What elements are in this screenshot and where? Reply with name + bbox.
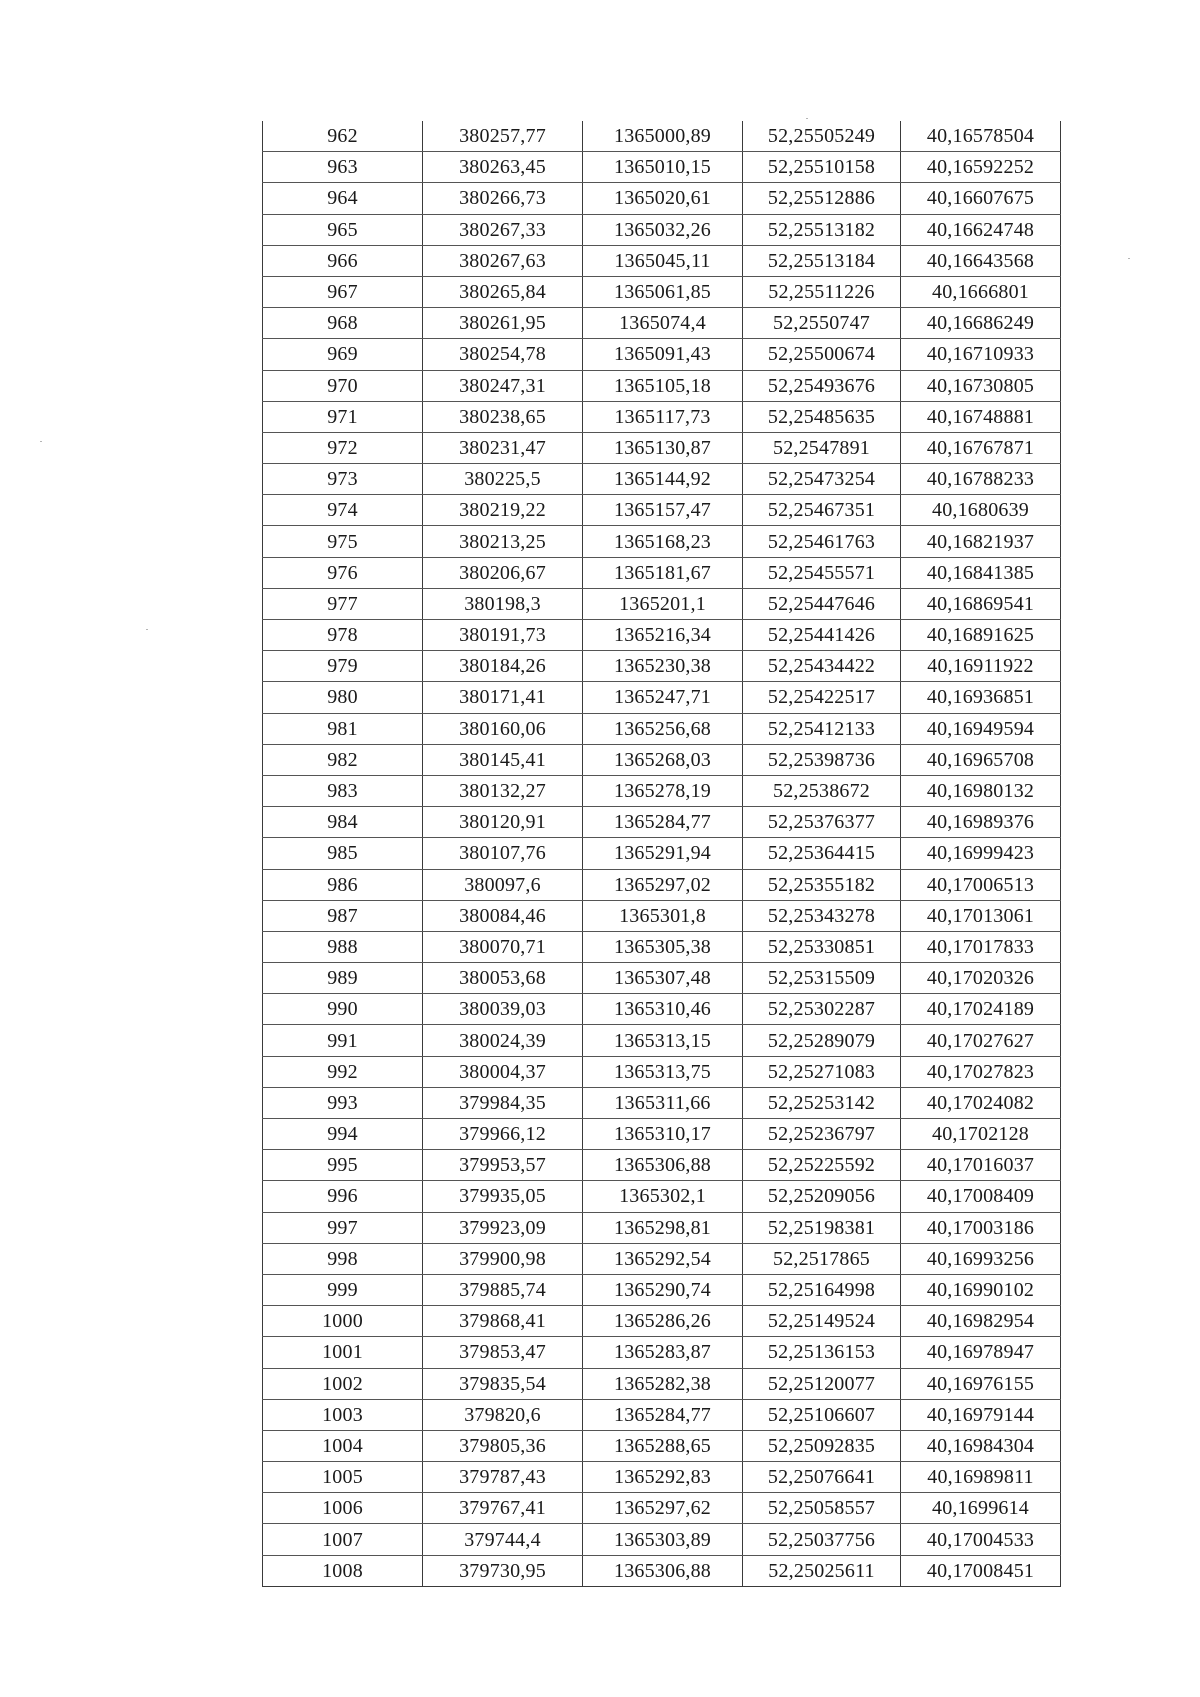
point-number-cell: 997 (263, 1212, 423, 1243)
point-number-cell: 1007 (263, 1524, 423, 1555)
point-number-cell: 969 (263, 339, 423, 370)
latitude-cell: 52,25505249 (743, 121, 901, 152)
x-coordinate-cell: 379805,36 (423, 1430, 583, 1461)
x-coordinate-cell: 380198,3 (423, 588, 583, 619)
x-coordinate-cell: 379820,6 (423, 1399, 583, 1430)
table-row (263, 214, 1061, 245)
latitude-cell: 52,25513184 (743, 245, 901, 276)
point-number-cell: 984 (263, 807, 423, 838)
x-coordinate-cell: 380120,91 (423, 807, 583, 838)
y-coordinate-cell: 1365045,11 (583, 245, 743, 276)
point-number-cell: 980 (263, 682, 423, 713)
y-coordinate-cell: 1365313,75 (583, 1056, 743, 1087)
scan-speck (806, 118, 808, 119)
table-row (263, 775, 1061, 806)
latitude-cell: 52,25225592 (743, 1150, 901, 1181)
table-row (263, 744, 1061, 775)
latitude-cell: 52,25198381 (743, 1212, 901, 1243)
latitude-cell: 52,25500674 (743, 339, 901, 370)
longitude-cell: 40,17004533 (901, 1524, 1061, 1555)
y-coordinate-cell: 1365291,94 (583, 838, 743, 869)
latitude-cell: 52,25510158 (743, 152, 901, 183)
x-coordinate-cell: 380213,25 (423, 526, 583, 557)
latitude-cell: 52,25330851 (743, 931, 901, 962)
y-coordinate-cell: 1365306,88 (583, 1150, 743, 1181)
longitude-cell: 40,16980132 (901, 775, 1061, 806)
table-row (263, 1025, 1061, 1056)
latitude-cell: 52,25037756 (743, 1524, 901, 1555)
x-coordinate-cell: 379923,09 (423, 1212, 583, 1243)
longitude-cell: 40,16990102 (901, 1274, 1061, 1305)
point-number-cell: 978 (263, 620, 423, 651)
latitude-cell: 52,25302287 (743, 994, 901, 1025)
point-number-cell: 967 (263, 276, 423, 307)
table-row (263, 245, 1061, 276)
table-row (263, 588, 1061, 619)
x-coordinate-cell: 380267,63 (423, 245, 583, 276)
point-number-cell: 986 (263, 869, 423, 900)
longitude-cell: 40,1699614 (901, 1493, 1061, 1524)
point-number-cell: 991 (263, 1025, 423, 1056)
y-coordinate-cell: 1365284,77 (583, 1399, 743, 1430)
longitude-cell: 40,16607675 (901, 183, 1061, 214)
longitude-cell: 40,17027627 (901, 1025, 1061, 1056)
table-row (263, 557, 1061, 588)
y-coordinate-cell: 1365230,38 (583, 651, 743, 682)
y-coordinate-cell: 1365282,38 (583, 1368, 743, 1399)
longitude-cell: 40,16949594 (901, 713, 1061, 744)
x-coordinate-cell: 380265,84 (423, 276, 583, 307)
latitude-cell: 52,25412133 (743, 713, 901, 744)
x-coordinate-cell: 380219,22 (423, 495, 583, 526)
table-row (263, 807, 1061, 838)
latitude-cell: 52,25106607 (743, 1399, 901, 1430)
point-number-cell: 989 (263, 963, 423, 994)
x-coordinate-cell: 379935,05 (423, 1181, 583, 1212)
latitude-cell: 52,25398736 (743, 744, 901, 775)
latitude-cell: 52,25376377 (743, 807, 901, 838)
x-coordinate-cell: 379966,12 (423, 1119, 583, 1150)
longitude-cell: 40,16978947 (901, 1337, 1061, 1368)
point-number-cell: 992 (263, 1056, 423, 1087)
y-coordinate-cell: 1365168,23 (583, 526, 743, 557)
y-coordinate-cell: 1365310,46 (583, 994, 743, 1025)
point-number-cell: 1001 (263, 1337, 423, 1368)
longitude-cell: 40,16965708 (901, 744, 1061, 775)
point-number-cell: 963 (263, 152, 423, 183)
y-coordinate-cell: 1365256,68 (583, 713, 743, 744)
y-coordinate-cell: 1365305,38 (583, 931, 743, 962)
latitude-cell: 52,25253142 (743, 1087, 901, 1118)
latitude-cell: 52,2517865 (743, 1243, 901, 1274)
coordinates-table-body (263, 121, 1061, 1586)
latitude-cell: 52,2538672 (743, 775, 901, 806)
longitude-cell: 40,17008409 (901, 1181, 1061, 1212)
table-row (263, 1243, 1061, 1274)
point-number-cell: 976 (263, 557, 423, 588)
point-number-cell: 977 (263, 588, 423, 619)
point-number-cell: 966 (263, 245, 423, 276)
y-coordinate-cell: 1365144,92 (583, 464, 743, 495)
point-number-cell: 998 (263, 1243, 423, 1274)
point-number-cell: 982 (263, 744, 423, 775)
scan-speck (40, 441, 42, 442)
latitude-cell: 52,25149524 (743, 1306, 901, 1337)
x-coordinate-cell: 380184,26 (423, 651, 583, 682)
longitude-cell: 40,16999423 (901, 838, 1061, 869)
y-coordinate-cell: 1365000,89 (583, 121, 743, 152)
point-number-cell: 1003 (263, 1399, 423, 1430)
table-row (263, 963, 1061, 994)
longitude-cell: 40,16730805 (901, 370, 1061, 401)
x-coordinate-cell: 379835,54 (423, 1368, 583, 1399)
table-row (263, 838, 1061, 869)
longitude-cell: 40,16841385 (901, 557, 1061, 588)
table-row (263, 620, 1061, 651)
y-coordinate-cell: 1365032,26 (583, 214, 743, 245)
table-row (263, 1181, 1061, 1212)
latitude-cell: 52,25315509 (743, 963, 901, 994)
table-row (263, 1274, 1061, 1305)
latitude-cell: 52,25485635 (743, 401, 901, 432)
table-row (263, 401, 1061, 432)
table-row (263, 682, 1061, 713)
point-number-cell: 993 (263, 1087, 423, 1118)
latitude-cell: 52,25441426 (743, 620, 901, 651)
table-row (263, 183, 1061, 214)
latitude-cell: 52,25076641 (743, 1462, 901, 1493)
point-number-cell: 999 (263, 1274, 423, 1305)
y-coordinate-cell: 1365292,54 (583, 1243, 743, 1274)
y-coordinate-cell: 1365288,65 (583, 1430, 743, 1461)
table-row (263, 1212, 1061, 1243)
longitude-cell: 40,16993256 (901, 1243, 1061, 1274)
point-number-cell: 1006 (263, 1493, 423, 1524)
table-row (263, 432, 1061, 463)
y-coordinate-cell: 1365292,83 (583, 1462, 743, 1493)
point-number-cell: 996 (263, 1181, 423, 1212)
table-row (263, 1087, 1061, 1118)
y-coordinate-cell: 1365303,89 (583, 1524, 743, 1555)
x-coordinate-cell: 380132,27 (423, 775, 583, 806)
latitude-cell: 52,25434422 (743, 651, 901, 682)
y-coordinate-cell: 1365201,1 (583, 588, 743, 619)
latitude-cell: 52,25355182 (743, 869, 901, 900)
x-coordinate-cell: 379953,57 (423, 1150, 583, 1181)
point-number-cell: 994 (263, 1119, 423, 1150)
point-number-cell: 1008 (263, 1555, 423, 1586)
longitude-cell: 40,16869541 (901, 588, 1061, 619)
latitude-cell: 52,25473254 (743, 464, 901, 495)
longitude-cell: 40,17017833 (901, 931, 1061, 962)
table-row (263, 1430, 1061, 1461)
x-coordinate-cell: 380107,76 (423, 838, 583, 869)
x-coordinate-cell: 380206,67 (423, 557, 583, 588)
x-coordinate-cell: 380070,71 (423, 931, 583, 962)
y-coordinate-cell: 1365302,1 (583, 1181, 743, 1212)
x-coordinate-cell: 380257,77 (423, 121, 583, 152)
longitude-cell: 40,16979144 (901, 1399, 1061, 1430)
point-number-cell: 962 (263, 121, 423, 152)
latitude-cell: 52,25271083 (743, 1056, 901, 1087)
point-number-cell: 988 (263, 931, 423, 962)
y-coordinate-cell: 1365074,4 (583, 308, 743, 339)
latitude-cell: 52,25455571 (743, 557, 901, 588)
x-coordinate-cell: 380225,5 (423, 464, 583, 495)
y-coordinate-cell: 1365268,03 (583, 744, 743, 775)
point-number-cell: 1002 (263, 1368, 423, 1399)
latitude-cell: 52,25092835 (743, 1430, 901, 1461)
table-row (263, 931, 1061, 962)
x-coordinate-cell: 379984,35 (423, 1087, 583, 1118)
longitude-cell: 40,1702128 (901, 1119, 1061, 1150)
table-row (263, 869, 1061, 900)
table-row (263, 900, 1061, 931)
x-coordinate-cell: 379730,95 (423, 1555, 583, 1586)
y-coordinate-cell: 1365105,18 (583, 370, 743, 401)
table-row (263, 152, 1061, 183)
table-row (263, 994, 1061, 1025)
y-coordinate-cell: 1365297,02 (583, 869, 743, 900)
x-coordinate-cell: 380004,37 (423, 1056, 583, 1087)
table-row (263, 1368, 1061, 1399)
y-coordinate-cell: 1365283,87 (583, 1337, 743, 1368)
latitude-cell: 52,25461763 (743, 526, 901, 557)
y-coordinate-cell: 1365297,62 (583, 1493, 743, 1524)
latitude-cell: 52,25343278 (743, 900, 901, 931)
x-coordinate-cell: 380231,47 (423, 432, 583, 463)
longitude-cell: 40,17006513 (901, 869, 1061, 900)
point-number-cell: 973 (263, 464, 423, 495)
longitude-cell: 40,16578504 (901, 121, 1061, 152)
longitude-cell: 40,16976155 (901, 1368, 1061, 1399)
x-coordinate-cell: 379744,4 (423, 1524, 583, 1555)
x-coordinate-cell: 380039,03 (423, 994, 583, 1025)
point-number-cell: 985 (263, 838, 423, 869)
table-row (263, 464, 1061, 495)
x-coordinate-cell: 379900,98 (423, 1243, 583, 1274)
y-coordinate-cell: 1365117,73 (583, 401, 743, 432)
y-coordinate-cell: 1365284,77 (583, 807, 743, 838)
longitude-cell: 40,17020326 (901, 963, 1061, 994)
point-number-cell: 1000 (263, 1306, 423, 1337)
x-coordinate-cell: 380267,33 (423, 214, 583, 245)
y-coordinate-cell: 1365310,17 (583, 1119, 743, 1150)
point-number-cell: 972 (263, 432, 423, 463)
y-coordinate-cell: 1365290,74 (583, 1274, 743, 1305)
y-coordinate-cell: 1365247,71 (583, 682, 743, 713)
x-coordinate-cell: 380145,41 (423, 744, 583, 775)
x-coordinate-cell: 380261,95 (423, 308, 583, 339)
point-number-cell: 987 (263, 900, 423, 931)
longitude-cell: 40,17027823 (901, 1056, 1061, 1087)
y-coordinate-cell: 1365181,67 (583, 557, 743, 588)
scan-speck (1128, 258, 1130, 259)
table-row (263, 651, 1061, 682)
x-coordinate-cell: 380084,46 (423, 900, 583, 931)
point-number-cell: 965 (263, 214, 423, 245)
point-number-cell: 983 (263, 775, 423, 806)
latitude-cell: 52,25025611 (743, 1555, 901, 1586)
latitude-cell: 52,25422517 (743, 682, 901, 713)
scan-speck (146, 629, 148, 630)
table-row (263, 339, 1061, 370)
table-row (263, 308, 1061, 339)
x-coordinate-cell: 380160,06 (423, 713, 583, 744)
latitude-cell: 52,25493676 (743, 370, 901, 401)
table-row (263, 1524, 1061, 1555)
x-coordinate-cell: 380171,41 (423, 682, 583, 713)
latitude-cell: 52,25058557 (743, 1493, 901, 1524)
table-row (263, 526, 1061, 557)
longitude-cell: 40,1680639 (901, 495, 1061, 526)
longitude-cell: 40,17008451 (901, 1555, 1061, 1586)
latitude-cell: 52,25447646 (743, 588, 901, 619)
longitude-cell: 40,16767871 (901, 432, 1061, 463)
point-number-cell: 974 (263, 495, 423, 526)
table-row (263, 495, 1061, 526)
y-coordinate-cell: 1365306,88 (583, 1555, 743, 1586)
x-coordinate-cell: 380238,65 (423, 401, 583, 432)
table-row (263, 1555, 1061, 1586)
y-coordinate-cell: 1365313,15 (583, 1025, 743, 1056)
point-number-cell: 971 (263, 401, 423, 432)
table-row (263, 1462, 1061, 1493)
longitude-cell: 40,1666801 (901, 276, 1061, 307)
longitude-cell: 40,16592252 (901, 152, 1061, 183)
point-number-cell: 1004 (263, 1430, 423, 1461)
y-coordinate-cell: 1365020,61 (583, 183, 743, 214)
y-coordinate-cell: 1365130,87 (583, 432, 743, 463)
point-number-cell: 981 (263, 713, 423, 744)
y-coordinate-cell: 1365061,85 (583, 276, 743, 307)
y-coordinate-cell: 1365091,43 (583, 339, 743, 370)
y-coordinate-cell: 1365010,15 (583, 152, 743, 183)
x-coordinate-cell: 380266,73 (423, 183, 583, 214)
table-row (263, 370, 1061, 401)
point-number-cell: 979 (263, 651, 423, 682)
y-coordinate-cell: 1365298,81 (583, 1212, 743, 1243)
y-coordinate-cell: 1365307,48 (583, 963, 743, 994)
latitude-cell: 52,25467351 (743, 495, 901, 526)
point-number-cell: 975 (263, 526, 423, 557)
point-number-cell: 964 (263, 183, 423, 214)
x-coordinate-cell: 380024,39 (423, 1025, 583, 1056)
point-number-cell: 990 (263, 994, 423, 1025)
longitude-cell: 40,16984304 (901, 1430, 1061, 1461)
table-row (263, 1399, 1061, 1430)
latitude-cell: 52,25512886 (743, 183, 901, 214)
latitude-cell: 52,25513182 (743, 214, 901, 245)
latitude-cell: 52,25164998 (743, 1274, 901, 1305)
y-coordinate-cell: 1365278,19 (583, 775, 743, 806)
y-coordinate-cell: 1365286,26 (583, 1306, 743, 1337)
latitude-cell: 52,25511226 (743, 276, 901, 307)
longitude-cell: 40,16982954 (901, 1306, 1061, 1337)
longitude-cell: 40,16891625 (901, 620, 1061, 651)
latitude-cell: 52,25209056 (743, 1181, 901, 1212)
longitude-cell: 40,17024189 (901, 994, 1061, 1025)
latitude-cell: 52,2550747 (743, 308, 901, 339)
point-number-cell: 968 (263, 308, 423, 339)
point-number-cell: 970 (263, 370, 423, 401)
table-row (263, 1493, 1061, 1524)
longitude-cell: 40,17016037 (901, 1150, 1061, 1181)
x-coordinate-cell: 379767,41 (423, 1493, 583, 1524)
x-coordinate-cell: 379787,43 (423, 1462, 583, 1493)
x-coordinate-cell: 380097,6 (423, 869, 583, 900)
longitude-cell: 40,16643568 (901, 245, 1061, 276)
x-coordinate-cell: 380263,45 (423, 152, 583, 183)
longitude-cell: 40,16710933 (901, 339, 1061, 370)
table-row (263, 276, 1061, 307)
longitude-cell: 40,16624748 (901, 214, 1061, 245)
x-coordinate-cell: 380053,68 (423, 963, 583, 994)
coordinates-table (262, 121, 1061, 1587)
latitude-cell: 52,25236797 (743, 1119, 901, 1150)
y-coordinate-cell: 1365216,34 (583, 620, 743, 651)
longitude-cell: 40,16989811 (901, 1462, 1061, 1493)
table-row (263, 121, 1061, 152)
longitude-cell: 40,16748881 (901, 401, 1061, 432)
latitude-cell: 52,25120077 (743, 1368, 901, 1399)
point-number-cell: 1005 (263, 1462, 423, 1493)
latitude-cell: 52,25364415 (743, 838, 901, 869)
longitude-cell: 40,17003186 (901, 1212, 1061, 1243)
x-coordinate-cell: 379885,74 (423, 1274, 583, 1305)
x-coordinate-cell: 379853,47 (423, 1337, 583, 1368)
y-coordinate-cell: 1365301,8 (583, 900, 743, 931)
table-row (263, 1056, 1061, 1087)
y-coordinate-cell: 1365157,47 (583, 495, 743, 526)
table-row (263, 1306, 1061, 1337)
table-row (263, 1119, 1061, 1150)
longitude-cell: 40,16686249 (901, 308, 1061, 339)
latitude-cell: 52,2547891 (743, 432, 901, 463)
y-coordinate-cell: 1365311,66 (583, 1087, 743, 1118)
longitude-cell: 40,16936851 (901, 682, 1061, 713)
table-row (263, 1337, 1061, 1368)
latitude-cell: 52,25289079 (743, 1025, 901, 1056)
x-coordinate-cell: 380247,31 (423, 370, 583, 401)
x-coordinate-cell: 380191,73 (423, 620, 583, 651)
point-number-cell: 995 (263, 1150, 423, 1181)
x-coordinate-cell: 380254,78 (423, 339, 583, 370)
longitude-cell: 40,17024082 (901, 1087, 1061, 1118)
table-row (263, 713, 1061, 744)
longitude-cell: 40,16821937 (901, 526, 1061, 557)
longitude-cell: 40,17013061 (901, 900, 1061, 931)
latitude-cell: 52,25136153 (743, 1337, 901, 1368)
table-row (263, 1150, 1061, 1181)
x-coordinate-cell: 379868,41 (423, 1306, 583, 1337)
longitude-cell: 40,16911922 (901, 651, 1061, 682)
longitude-cell: 40,16989376 (901, 807, 1061, 838)
longitude-cell: 40,16788233 (901, 464, 1061, 495)
